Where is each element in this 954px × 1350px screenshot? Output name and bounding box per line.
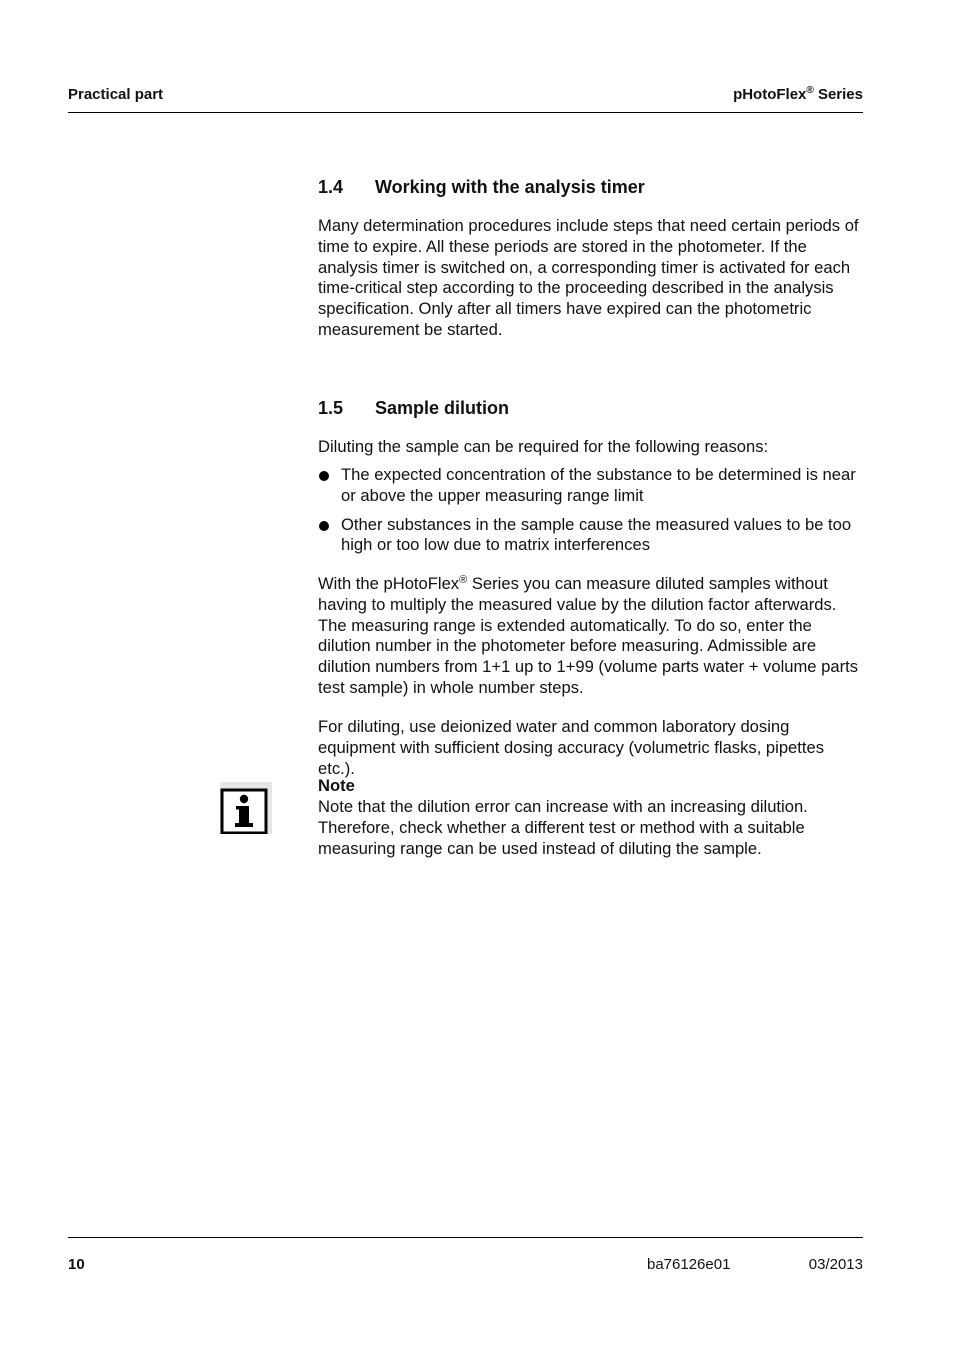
- document-date: 03/2013: [808, 1256, 863, 1273]
- section-heading-1-4: [318, 177, 645, 198]
- registered-mark: ®: [806, 85, 814, 96]
- paragraph-rest: Series you can measure diluted samples without having to multiply the measured value by the dilution factor afterwards. The measuring range is extended automatically. To do so, enter the dilution number in the photometer before measuring. Admissible are dilution numbers from 1+1 up to 1+99 (volume parts water + volume parts test sample) in whole number steps.: [318, 574, 859, 697]
- list-item-text: The expected concentration of the substance to be determined is near or above the upper measuring range limit: [341, 465, 856, 505]
- dilution-intro: Diluting the sample can be required for the following reasons:: [318, 437, 769, 456]
- timer-paragraph: Many determination procedures include steps that need certain periods of time to expire. All these periods are stored in the photometer. If the analysis timer is switched on, a corresponding timer is activated for each time-critical step according to the proceeding described in the analysis specification. Only after all timers have expired can the photometric measurement be started.: [318, 216, 859, 339]
- list-item: [318, 465, 864, 507]
- page-number: 10: [68, 1256, 85, 1273]
- diluting-equipment-paragraph: For diluting, use deionized water and common laboratory dosing equipment with sufficient dosing accuracy (volumetric flasks, pipettes etc.).: [318, 717, 825, 778]
- section-number: 1.5: [318, 398, 344, 418]
- info-icon: [220, 782, 272, 834]
- series-label: Series: [813, 86, 863, 103]
- paragraph-start: With the pHotoFlex: [318, 574, 460, 593]
- footer-rule: [68, 1237, 863, 1238]
- header-rule: [68, 112, 863, 113]
- running-header-left: Practical part: [68, 86, 164, 103]
- dilution-paragraph: [318, 574, 864, 699]
- bullet-icon: [319, 471, 329, 481]
- section-heading-1-5: [318, 398, 509, 419]
- registered-mark: ®: [459, 574, 468, 586]
- section-number: 1.4: [318, 177, 344, 197]
- list-item: [318, 515, 864, 557]
- bullet-icon: [319, 521, 329, 531]
- running-header-right: [733, 86, 863, 103]
- note-text: Note that the dilution error can increase with an increasing dilution. Therefore, check whether a different test or method with a suitable measuring range can be used instead of diluting the sample.: [318, 797, 808, 858]
- document-id: ba76126e01: [647, 1256, 731, 1273]
- note-title: Note: [318, 776, 355, 795]
- reasons-list: [318, 465, 864, 564]
- brand-name: pHotoFlex: [733, 86, 807, 103]
- section-title: Working with the analysis timer: [375, 177, 645, 197]
- list-item-text: Other substances in the sample cause the measured values to be too high or too low due to matrix interferences: [341, 514, 852, 555]
- section-title: Sample dilution: [375, 398, 510, 418]
